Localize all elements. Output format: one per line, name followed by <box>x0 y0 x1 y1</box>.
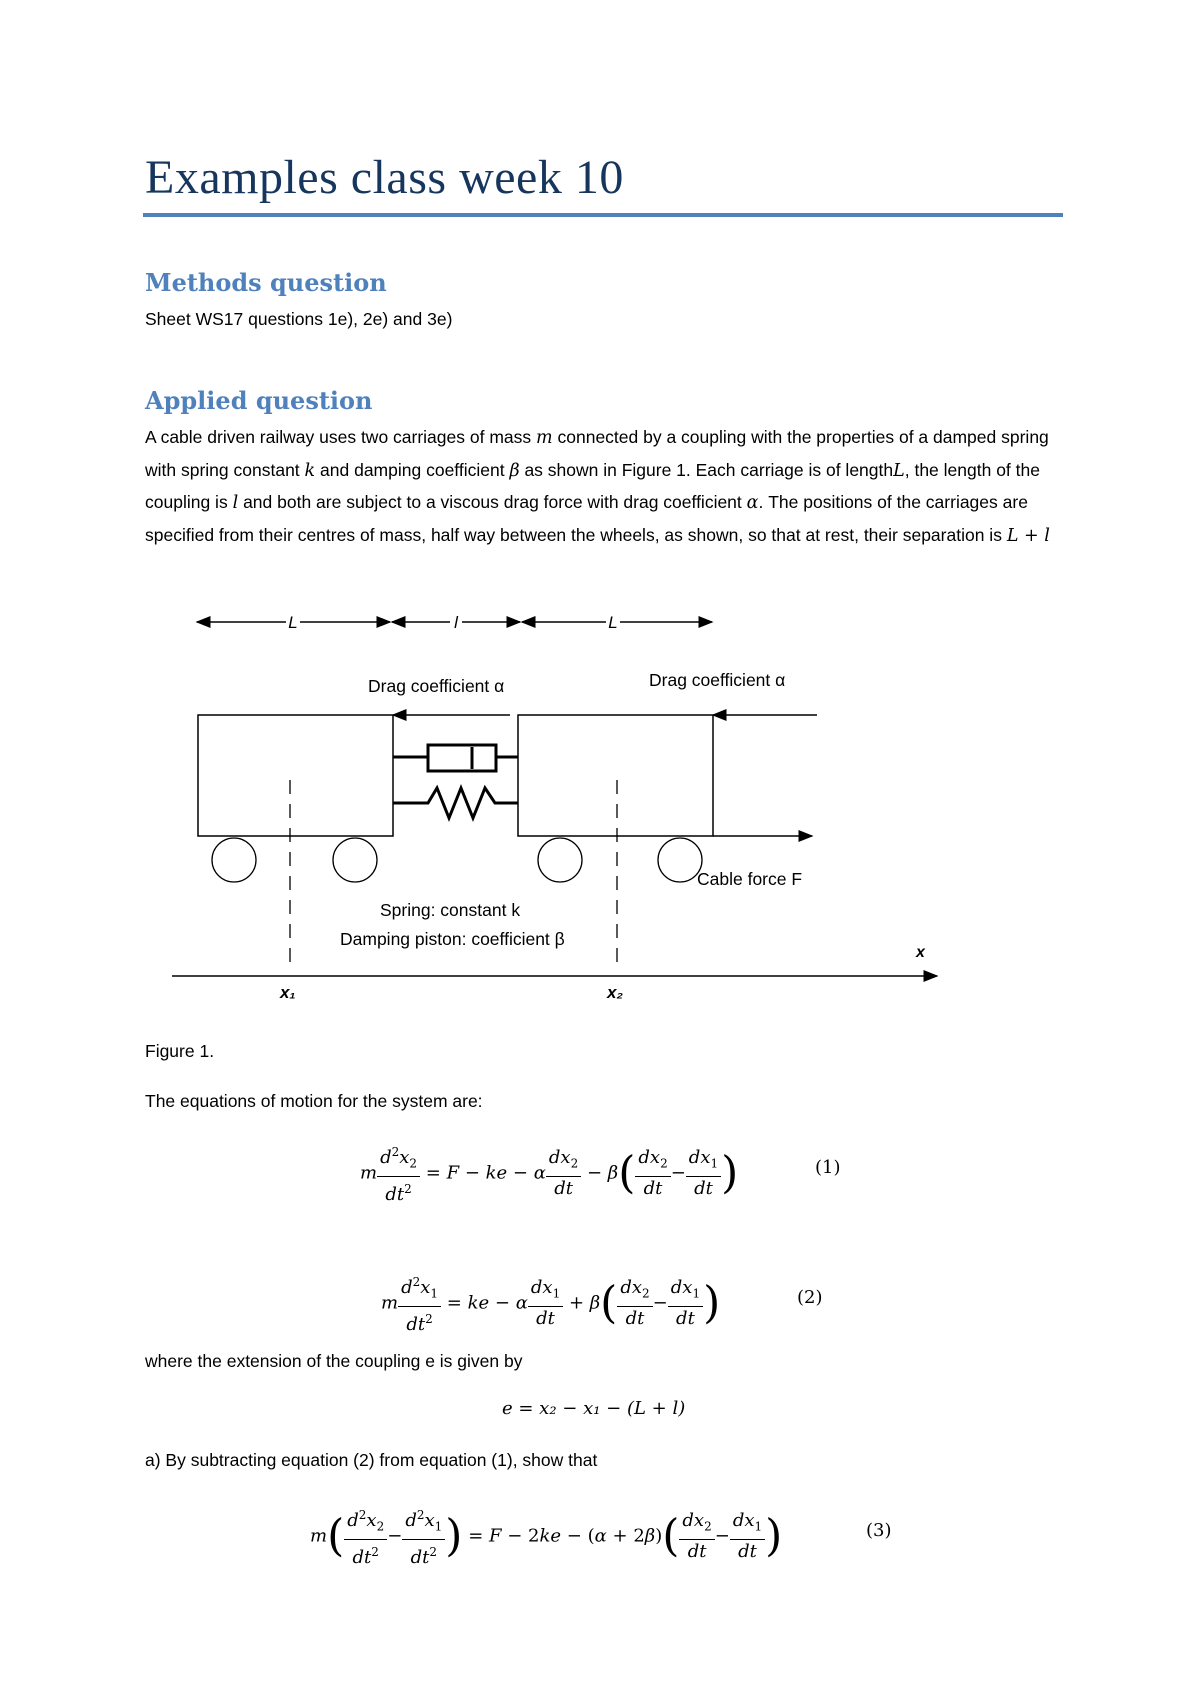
drag-label-right: Drag coefficient α <box>649 670 786 690</box>
spring-label: Spring: constant k <box>380 900 521 920</box>
cable-force-label: Cable force F <box>697 869 803 889</box>
drag-label-left: Drag coefficient α <box>368 676 505 696</box>
figure-caption: Figure 1. <box>145 1041 215 1061</box>
dim-label-L2: L <box>608 613 618 632</box>
equations-intro: The equations of motion for the system are: <box>145 1091 483 1111</box>
equation-2-number: (2) <box>797 1287 823 1308</box>
damping-label: Damping piston: coefficient β <box>340 929 565 949</box>
equation-3: m( $\frac{d^2x_2}{dt^2}$ − $\frac{d^2x_1}{dt^2}$ ) = F − 2ke − (α + 2β)( $\frac{dx_2}{dt}$ − $\frac{dx_1}{dt}$ ) <box>310 1503 782 1570</box>
damper-piston <box>393 745 518 771</box>
applied-paragraph: A cable driven railway uses two carriages of mass m connected by a coupling with the properties of a damped spring with spring constant k and damping coefficient β as shown in Figure 1. Each carriage is of lengthL, the length of the coupling is l and both are subject to a viscous drag force with drag coefficient α. The positions of the carriages are specified from their centres of mass, half way between the wheels, as shown, so that at rest, their separation is L + l <box>145 427 1050 546</box>
extension-formula: e = x₂ − x₁ − (L + l) <box>502 1398 686 1419</box>
wheel <box>538 838 582 882</box>
page-title: Examples class week 10 <box>145 151 624 204</box>
figure-diagram <box>0 590 1200 1010</box>
x-axis-label: x <box>916 944 925 961</box>
carriage-left <box>198 715 393 836</box>
dim-label-l: l <box>454 613 458 632</box>
wheel <box>333 838 377 882</box>
dim-label-L1: L <box>288 613 298 632</box>
methods-text: Sheet WS17 questions 1e), 2e) and 3e) <box>145 309 453 329</box>
equation-2: m $\frac{d^2x_1}{dt^2}$ = ke − α $\frac{dx_1}{dt}$ + β( $\frac{dx_2}{dt}$ − $\frac{dx_1}{dt}$ ) <box>381 1270 720 1337</box>
carriage-right <box>518 715 713 836</box>
x1-label: x₁ <box>280 983 296 1002</box>
wheel <box>212 838 256 882</box>
part-a-text: a) By subtracting equation (2) from equation (1), show that <box>145 1450 598 1470</box>
equation-3-number: (3) <box>866 1520 892 1541</box>
equation-1: m $\frac{d^2x_2}{dt^2}$ = F − ke − α $\frac{dx_2}{dt}$ − β( $\frac{dx_2}{dt}$ − $\frac{dx_1}{dt}$ ) <box>360 1140 738 1207</box>
extension-text: where the extension of the coupling e is given by <box>145 1351 523 1371</box>
applied-heading: Applied question <box>145 386 373 415</box>
x2-label: x₂ <box>607 983 623 1002</box>
methods-heading: Methods question <box>145 268 387 297</box>
title-rule <box>143 213 1063 217</box>
wheel <box>658 838 702 882</box>
spring <box>393 788 518 818</box>
equation-1-number: (1) <box>815 1157 841 1178</box>
